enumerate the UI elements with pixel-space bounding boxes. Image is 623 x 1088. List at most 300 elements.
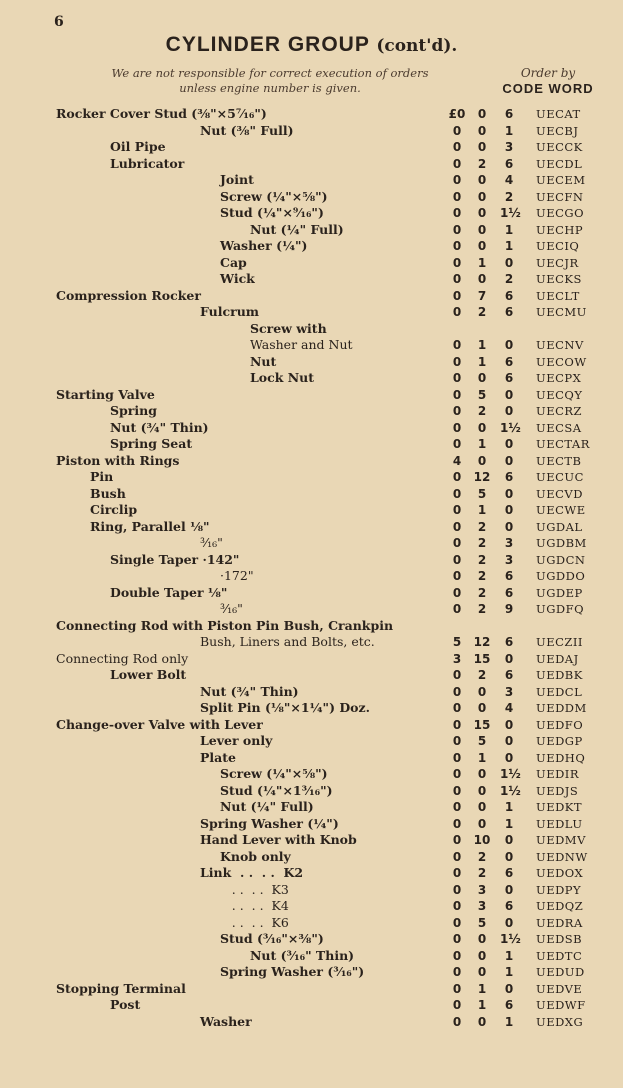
price-pounds: 0: [452, 371, 462, 385]
price-shillings: 1: [477, 503, 487, 517]
price-pence: 6: [504, 585, 514, 600]
code-word: UEDCL: [536, 684, 583, 699]
part-description: Knob only: [220, 848, 291, 864]
price-pounds: 0: [452, 239, 462, 253]
price-shillings: 2: [477, 668, 487, 682]
price-shillings: 1: [477, 981, 487, 996]
price-shillings: 5: [477, 486, 487, 501]
price-pence: 3: [504, 536, 514, 550]
title-main: CYLINDER GROUP: [165, 33, 370, 56]
part-description: Compression Rocker: [56, 287, 201, 303]
parts-row: [0, 222, 623, 239]
parts-row: [0, 717, 623, 734]
part-description: Stud (¼"×1³⁄₁₆"): [220, 782, 333, 798]
code-word: UEDDM: [536, 701, 587, 715]
price-pounds: 0: [452, 701, 462, 715]
page-title: [0, 33, 623, 57]
parts-row: [0, 898, 623, 915]
parts-row: [0, 882, 623, 899]
part-description: Piston with Rings: [56, 452, 180, 468]
price-shillings: 0: [477, 816, 487, 831]
price-pence: 2: [504, 272, 514, 286]
price-pounds: 3: [452, 651, 462, 666]
price-pounds: 0: [452, 833, 462, 847]
price-pounds: 0: [452, 998, 462, 1012]
code-word: UECCK: [536, 140, 583, 154]
price-shillings: 2: [477, 849, 487, 864]
parts-row: [0, 255, 623, 272]
price-shillings: 0: [477, 239, 487, 253]
code-word-heading: CODE WORD: [502, 81, 594, 96]
code-word: UECPX: [536, 371, 582, 385]
parts-row: [0, 436, 623, 453]
part-description: Nut (⅜" Full): [200, 122, 294, 138]
parts-row: [0, 568, 623, 585]
price-shillings: 0: [477, 767, 487, 781]
parts-row: [0, 519, 623, 536]
price-shillings: 3: [477, 882, 487, 897]
code-word: UEDMV: [536, 833, 586, 847]
price-pounds: 0: [452, 206, 462, 220]
code-word: UECFN: [536, 189, 584, 204]
parts-row: [0, 750, 623, 767]
part-description: ³⁄₁₆": [200, 535, 223, 550]
price-pounds: 5: [452, 635, 462, 649]
price-pence: 0: [504, 849, 514, 864]
parts-list: [0, 106, 623, 1030]
price-shillings: 0: [477, 140, 487, 154]
price-pence: 0: [504, 437, 514, 451]
code-word: UECEM: [536, 173, 586, 187]
part-description: Stud (¼"×⁹⁄₁₆"): [220, 205, 324, 220]
price-pounds: £0: [448, 107, 466, 121]
parts-row: [0, 915, 623, 932]
part-description: Split Pin (⅛"×1¼") Doz.: [200, 700, 370, 715]
part-description: Screw (¼"×⅝"): [220, 766, 328, 781]
code-word: UEDLU: [536, 816, 583, 831]
price-pence: 1½: [500, 932, 521, 946]
code-word: UECMU: [536, 305, 587, 319]
code-word: UECIQ: [536, 239, 580, 253]
code-word: UGDAL: [536, 519, 583, 534]
code-word: UEDNW: [536, 849, 588, 864]
code-word: UEDPY: [536, 882, 582, 897]
part-description: Bush: [90, 485, 126, 501]
part-description: . . . . K3: [200, 881, 289, 897]
part-description: Nut: [250, 353, 277, 369]
price-pence: 0: [504, 915, 514, 930]
price-pounds: 0: [452, 1014, 462, 1029]
price-pounds: 0: [452, 437, 462, 451]
price-shillings: 0: [477, 272, 487, 286]
price-shillings: 2: [477, 585, 487, 600]
price-shillings: 0: [477, 371, 487, 385]
page-number: 6: [54, 14, 64, 30]
code-word: UEDGP: [536, 734, 583, 748]
parts-row: [0, 370, 623, 387]
code-word: UECOW: [536, 354, 587, 369]
price-pounds: 4: [452, 453, 462, 468]
price-pounds: 0: [452, 816, 462, 831]
part-description: Washer: [200, 1013, 252, 1029]
price-pounds: 0: [452, 981, 462, 996]
parts-row: [0, 651, 623, 668]
parts-row: [0, 667, 623, 684]
price-pounds: 0: [452, 404, 462, 418]
price-shillings: 12: [473, 635, 491, 649]
price-pounds: 0: [452, 354, 462, 369]
price-pounds: 0: [452, 882, 462, 897]
parts-row: [0, 238, 623, 255]
price-pounds: 0: [452, 915, 462, 930]
price-shillings: 0: [477, 701, 487, 715]
price-shillings: 0: [477, 1014, 487, 1029]
code-word: UEDBK: [536, 668, 583, 682]
code-word: UECGO: [536, 206, 585, 220]
price-shillings: 0: [477, 800, 487, 814]
parts-row: [0, 964, 623, 981]
disclaimer-note: We are not responsible for correct execution of orders unless engine number is given.: [111, 66, 429, 95]
parts-row: [0, 106, 623, 123]
code-word: UEDQZ: [536, 899, 584, 913]
price-pence: 4: [504, 173, 514, 187]
price-pence: 1½: [500, 767, 521, 781]
parts-row: [0, 552, 623, 569]
parts-row: [0, 585, 623, 602]
parts-row: [0, 1014, 623, 1031]
price-pence: 1: [504, 1014, 514, 1029]
price-shillings: 0: [477, 206, 487, 220]
code-word: UEDTC: [536, 948, 583, 963]
price-pounds: 0: [452, 156, 462, 171]
part-description: ³⁄₁₆": [220, 601, 243, 616]
part-description: Washer (¼"): [220, 238, 308, 253]
code-word: UEDFO: [536, 717, 584, 732]
parts-row: [0, 684, 623, 701]
parts-row: [0, 865, 623, 882]
price-shillings: 15: [473, 717, 491, 732]
price-shillings: 2: [477, 569, 487, 583]
code-word: UEDWF: [536, 998, 586, 1012]
part-description: Nut (¼" Full): [220, 799, 314, 814]
code-word: UECHP: [536, 222, 584, 237]
part-description: Fulcrum: [200, 304, 260, 319]
parts-row: [0, 469, 623, 486]
parts-row: [0, 189, 623, 206]
part-description: Ring, Parallel ⅛": [90, 518, 210, 534]
code-word: UEDJS: [536, 783, 579, 798]
price-shillings: 0: [477, 932, 487, 946]
part-description: . . . . K6: [200, 914, 289, 930]
price-shillings: 0: [477, 684, 487, 699]
price-pounds: 0: [452, 189, 462, 204]
price-shillings: 2: [477, 866, 487, 880]
part-description: Hand Lever with Knob: [200, 832, 357, 847]
price-pounds: 0: [452, 866, 462, 880]
price-shillings: 0: [477, 965, 487, 979]
price-pence: 0: [504, 519, 514, 534]
parts-row: [0, 387, 623, 404]
price-pounds: 0: [452, 338, 462, 352]
price-pounds: 0: [452, 503, 462, 517]
parts-row: [0, 288, 623, 305]
parts-row: [0, 403, 623, 420]
parts-row: [0, 321, 623, 338]
part-description: Spring Washer (³⁄₁₆"): [220, 964, 365, 979]
price-shillings: 0: [477, 783, 487, 798]
price-shillings: 2: [477, 552, 487, 567]
part-description: Screw with: [250, 320, 327, 336]
code-word: UECTB: [536, 453, 582, 468]
code-word: UECAT: [536, 107, 581, 121]
price-pence: 3: [504, 140, 514, 154]
price-shillings: 0: [477, 189, 487, 204]
code-word: UECVD: [536, 486, 583, 501]
code-word: UECZII: [536, 635, 583, 649]
price-pounds: 0: [452, 470, 462, 484]
price-shillings: 0: [477, 453, 487, 468]
parts-row: [0, 486, 623, 503]
part-description: Cap: [220, 254, 247, 270]
parts-row: [0, 535, 623, 552]
price-shillings: 0: [477, 173, 487, 187]
price-pence: 6: [504, 668, 514, 682]
part-description: Nut (¼" Full): [250, 221, 344, 237]
parts-row: [0, 849, 623, 866]
parts-row: [0, 502, 623, 519]
price-pence: 0: [504, 651, 514, 666]
price-pence: 6: [504, 371, 514, 385]
price-pounds: 0: [452, 140, 462, 154]
price-pence: 1½: [500, 420, 521, 435]
part-description: Spring Seat: [110, 436, 193, 451]
price-shillings: 1: [477, 437, 487, 451]
price-pence: 1: [504, 222, 514, 237]
price-pounds: 0: [452, 717, 462, 732]
price-pounds: 0: [452, 173, 462, 187]
price-shillings: 0: [477, 222, 487, 237]
price-pounds: 0: [452, 767, 462, 781]
part-description: Circlip: [90, 502, 138, 517]
price-shillings: 10: [473, 833, 491, 847]
parts-row: [0, 271, 623, 288]
price-pence: 0: [504, 833, 514, 847]
price-pence: 9: [504, 602, 514, 616]
price-pence: 0: [504, 453, 514, 468]
code-word: UECDL: [536, 156, 583, 171]
price-pence: 6: [504, 569, 514, 583]
order-by-heading: Order by: [520, 66, 576, 80]
price-pence: 1: [504, 239, 514, 253]
code-word: UECWE: [536, 503, 586, 517]
code-word: UEDKT: [536, 800, 583, 814]
price-pence: 1: [504, 965, 514, 979]
price-pence: 3: [504, 552, 514, 567]
part-description: Screw (¼"×⅝"): [220, 188, 328, 204]
price-pence: 6: [504, 635, 514, 649]
code-word: UEDIR: [536, 767, 580, 781]
price-shillings: 5: [477, 734, 487, 748]
price-shillings: 15: [473, 651, 491, 666]
part-description: Plate: [200, 749, 236, 765]
price-pence: 0: [504, 387, 514, 402]
price-shillings: 1: [477, 338, 487, 352]
price-pence: 1: [504, 123, 514, 138]
price-pence: 0: [504, 734, 514, 748]
price-pounds: 0: [452, 668, 462, 682]
price-shillings: 3: [477, 899, 487, 913]
price-pence: 0: [504, 255, 514, 270]
code-word: UEDRA: [536, 915, 583, 930]
parts-row: [0, 601, 623, 618]
parts-row: [0, 354, 623, 371]
price-pence: 0: [504, 750, 514, 765]
title-suffix: (cont'd).: [376, 36, 458, 56]
price-pounds: 0: [452, 849, 462, 864]
part-description: Wick: [220, 271, 255, 286]
code-word: UGDEP: [536, 585, 583, 600]
parts-row: [0, 931, 623, 948]
parts-row: [0, 453, 623, 470]
price-pence: 1½: [500, 206, 521, 220]
part-description: Single Taper ·142": [110, 551, 240, 567]
parts-row: [0, 172, 623, 189]
code-word: UECTAR: [536, 437, 590, 451]
part-description: Stud (³⁄₁₆"×⅜"): [220, 931, 324, 946]
part-description: Oil Pipe: [110, 139, 166, 154]
part-description: Washer and Nut: [250, 337, 353, 352]
price-pounds: 0: [452, 602, 462, 616]
part-description: Rocker Cover Stud (⅜"×5⁷⁄₁₆"): [56, 106, 267, 121]
price-pence: 2: [504, 189, 514, 204]
parts-row: [0, 700, 623, 717]
parts-row: [0, 634, 623, 651]
part-description: Starting Valve: [56, 386, 155, 402]
price-shillings: 0: [477, 948, 487, 963]
price-pence: 3: [504, 684, 514, 699]
parts-row: [0, 997, 623, 1014]
parts-row: [0, 948, 623, 965]
price-pounds: 0: [452, 585, 462, 600]
part-description: Spring Washer (¼"): [200, 815, 339, 831]
price-shillings: 2: [477, 519, 487, 534]
code-word: UECJR: [536, 255, 579, 270]
price-pounds: 0: [452, 899, 462, 913]
part-description: Nut (¾" Thin): [110, 419, 209, 435]
code-word: UECQY: [536, 387, 583, 402]
part-description: ·172": [220, 568, 254, 583]
price-pounds: 0: [452, 734, 462, 748]
part-description: Lever only: [200, 733, 273, 748]
price-pounds: 0: [452, 552, 462, 567]
price-pounds: 0: [452, 387, 462, 402]
price-pounds: 0: [452, 569, 462, 583]
price-shillings: 0: [477, 107, 487, 121]
price-pence: 6: [504, 866, 514, 880]
parts-row: [0, 205, 623, 222]
part-description: . . . . K4: [200, 898, 289, 913]
price-pounds: 0: [452, 519, 462, 534]
parts-row: [0, 766, 623, 783]
part-description: Stopping Terminal: [56, 980, 186, 996]
price-shillings: 2: [477, 404, 487, 418]
price-shillings: 5: [477, 387, 487, 402]
price-pounds: 0: [452, 305, 462, 319]
code-word: UECLT: [536, 288, 580, 303]
price-pounds: 0: [452, 783, 462, 798]
price-shillings: 2: [477, 305, 487, 319]
code-word: UECKS: [536, 272, 582, 286]
price-pence: 0: [504, 404, 514, 418]
price-shillings: 5: [477, 915, 487, 930]
code-word: UGDFQ: [536, 602, 585, 616]
price-pounds: 0: [452, 123, 462, 138]
price-shillings: 2: [477, 602, 487, 616]
code-word: UEDXG: [536, 1014, 584, 1029]
price-pounds: 0: [452, 272, 462, 286]
price-shillings: 0: [477, 420, 487, 435]
part-description: Post: [110, 997, 141, 1012]
price-pence: 0: [504, 882, 514, 897]
price-pence: 4: [504, 701, 514, 715]
price-shillings: 2: [477, 536, 487, 550]
price-pence: 0: [504, 503, 514, 517]
code-word: UEDVE: [536, 981, 583, 996]
price-pence: 6: [504, 354, 514, 369]
parts-row: [0, 156, 623, 173]
parts-row: [0, 816, 623, 833]
parts-row: [0, 123, 623, 140]
parts-row: [0, 832, 623, 849]
price-pence: 6: [504, 470, 514, 484]
price-shillings: 12: [473, 470, 491, 484]
price-pence: 0: [504, 717, 514, 732]
part-description: Lock Nut: [250, 370, 315, 385]
price-pounds: 0: [452, 255, 462, 270]
code-word: UGDCN: [536, 552, 586, 567]
price-shillings: 1: [477, 354, 487, 369]
price-pounds: 0: [452, 684, 462, 699]
code-word: UEDSB: [536, 932, 583, 946]
code-word: UEDUD: [536, 965, 585, 979]
price-pence: 6: [504, 107, 514, 121]
price-shillings: 1: [477, 998, 487, 1012]
price-pence: 1: [504, 948, 514, 963]
part-description: Change-over Valve with Lever: [56, 716, 263, 732]
part-description: Pin: [90, 469, 114, 484]
part-description: Spring: [110, 403, 157, 418]
price-shillings: 2: [477, 156, 487, 171]
code-word: UGDDO: [536, 569, 586, 583]
price-shillings: 1: [477, 255, 487, 270]
parts-row: [0, 139, 623, 156]
price-pounds: 0: [452, 420, 462, 435]
part-description: Double Taper ⅛": [110, 584, 228, 600]
price-pounds: 0: [452, 750, 462, 765]
price-shillings: 1: [477, 750, 487, 765]
code-word: UEDOX: [536, 866, 584, 880]
price-pounds: 0: [452, 536, 462, 550]
price-pence: 6: [504, 288, 514, 303]
code-word: UECUC: [536, 470, 584, 484]
code-word: UEDAJ: [536, 651, 579, 666]
part-description: Nut (¾" Thin): [200, 683, 299, 699]
price-pence: 6: [504, 998, 514, 1012]
part-description: Lubricator: [110, 155, 185, 171]
price-pounds: 0: [452, 932, 462, 946]
price-pence: 6: [504, 305, 514, 319]
price-pence: 1: [504, 816, 514, 831]
